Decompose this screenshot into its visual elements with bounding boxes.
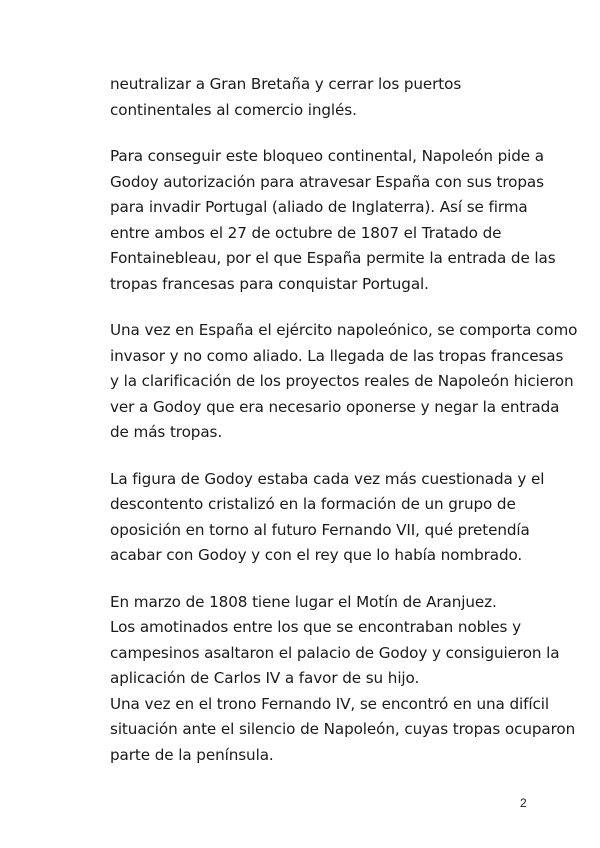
text-line: acabar con Godoy y con el rey que lo había nombrado. — [110, 546, 523, 564]
text-line: Fontainebleau, por el que España permite la entrada de las — [110, 249, 556, 267]
text-line: continentales al comercio inglés. — [110, 100, 357, 119]
paragraph-3 — [110, 318, 578, 446]
text-line: La figura de Godoy estaba cada vez más cuestionada y el — [110, 469, 545, 488]
text-line: campesinos asaltaron el palacio de Godoy y consiguieron la — [110, 643, 560, 662]
text-line: y la clarificación de los proyectos reales de Napoleón hicieron — [110, 372, 574, 390]
text-line: ver a Godoy que era necesario oponerse y negar la entrada — [110, 397, 560, 416]
page-number: 2 — [520, 796, 527, 810]
text-line: descontento cristalizó en la formación de un grupo de — [110, 495, 516, 513]
text-line: aplicación de Carlos IV a favor de su hijo. — [110, 669, 420, 687]
paragraph-5 — [110, 590, 576, 769]
text-line: neutralizar a Gran Bretaña y cerrar los puertos — [110, 75, 462, 93]
text-line: situación ante el silencio de Napoleón, cuyas tropas ocuparon — [110, 720, 576, 738]
text-line: Para conseguir este bloqueo continental, Napoleón pide a — [110, 147, 544, 165]
text-line: En marzo de 1808 tiene lugar el Motín de Aranjuez. — [110, 592, 497, 611]
text-line: para invadir Portugal (aliado de Inglaterra). Así se firma — [110, 198, 528, 216]
text-line: de más tropas. — [110, 423, 223, 441]
text-line: Una vez en el trono Fernando IV, se encontró en una difícil — [110, 694, 549, 713]
text-line: oposición en torno al futuro Fernando VII, qué pretendía — [110, 520, 530, 539]
text-line: tropas francesas para conquistar Portugal. — [110, 274, 429, 293]
paragraph-4 — [110, 467, 550, 569]
page-body — [110, 72, 578, 789]
text-line: Una vez en España el ejército napoleónico, se comporta como — [110, 321, 578, 339]
text-line: invasor y no como aliado. La llegada de las tropas francesas — [110, 346, 564, 365]
text-line: parte de la península. — [110, 745, 274, 764]
paragraph-2 — [110, 144, 556, 297]
text-line: entre ambos el 27 de octubre de 1807 el Tratado de — [110, 223, 502, 242]
text-line: Godoy autorización para atravesar España con sus tropas — [110, 172, 544, 191]
text-line: Los amotinados entre los que se encontraban nobles y — [110, 618, 521, 636]
paragraph-1 — [110, 72, 550, 123]
